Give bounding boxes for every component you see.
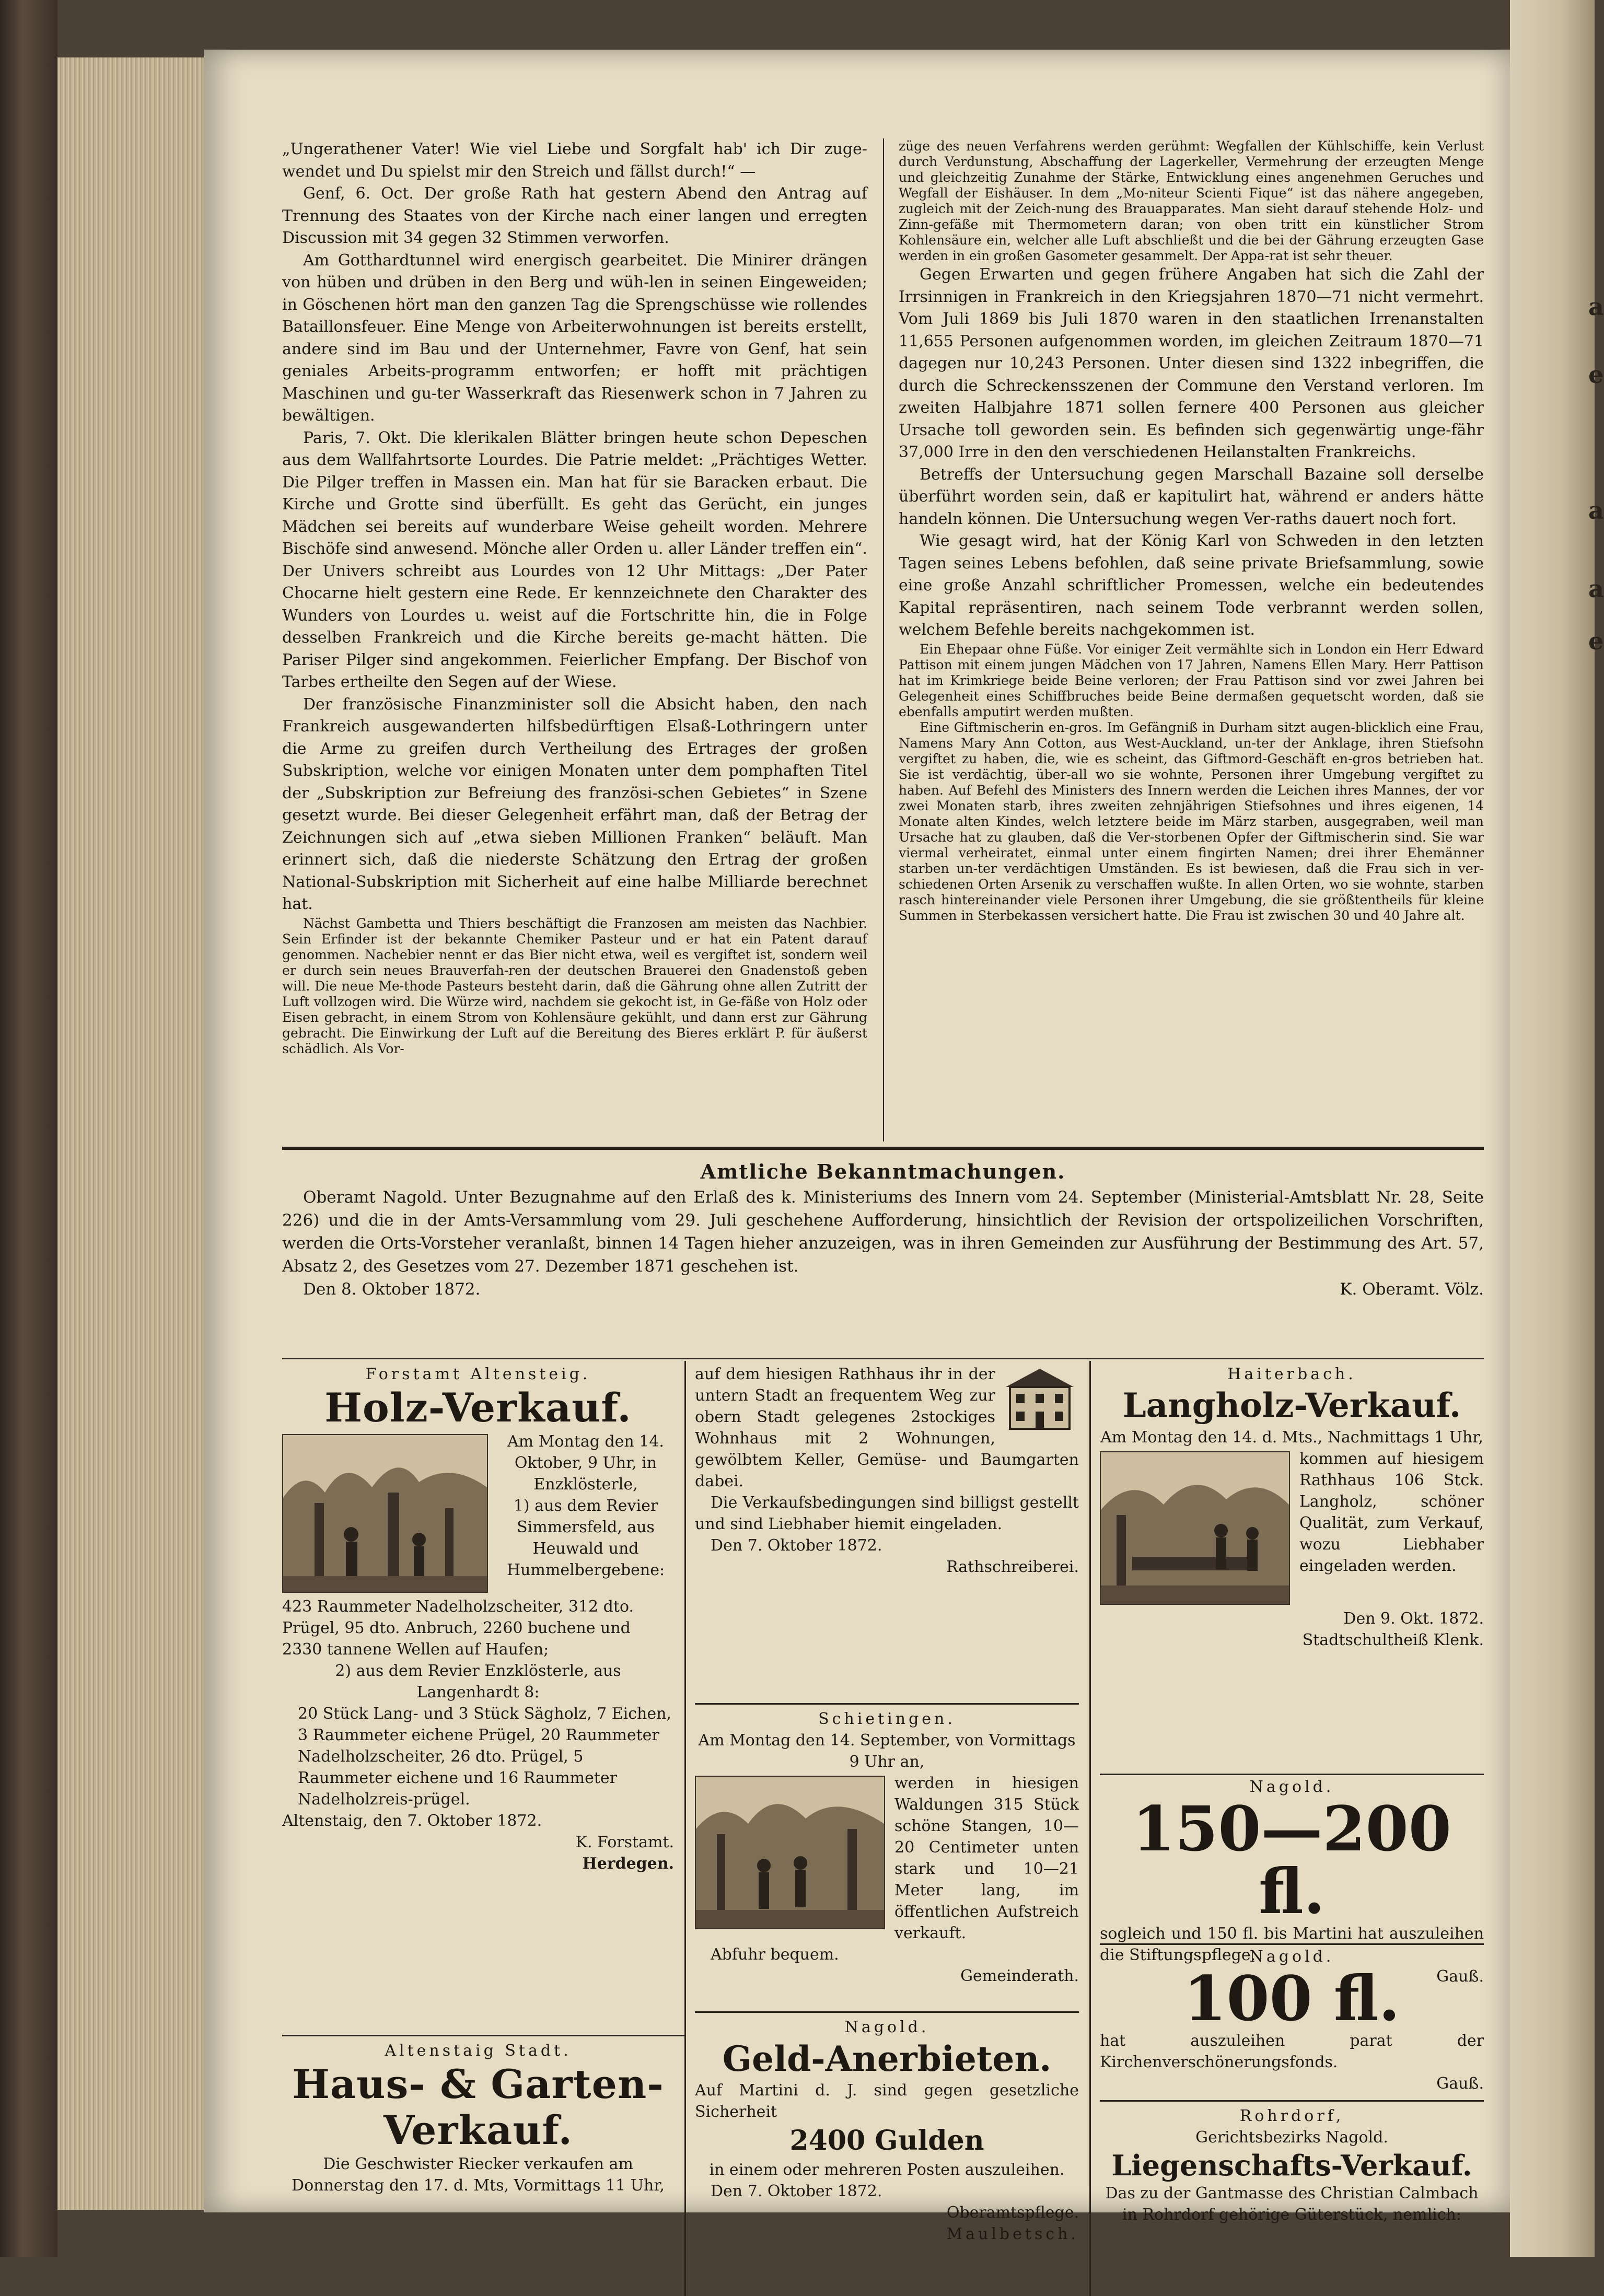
ad-wohnhaus — [695, 1363, 1079, 1578]
column-divider — [883, 138, 884, 1141]
ad-amount: 150—200 fl. — [1132, 1792, 1451, 1928]
ad-separator — [1100, 1774, 1484, 1775]
ad-divider-2 — [1089, 1361, 1091, 2296]
woodcut-timber-image — [1100, 1451, 1290, 1605]
notice-text: Oberamt Nagold. Unter Bezugnahme auf den Erlaß des k. Ministeriums des Innern vom 24. September (Ministerial-Amtsblatt Nr. 28, Seite 226) und die in der Amts-Versammlung vom 29. Juli geschehene Aufforderung, hinsichtlich der Revision der ortspolizeilichen Vorschriften, werden die Orts-Vorsteher veranlaßt, binnen 14 Tagen hieher anzuzeigen, was in ihren Gemeinden zur Ausführung der Bestimmung des Art. 57, Absatz 2, des Gesetzes vom 27. Dezember 1871 geschehen ist. — [282, 1188, 1484, 1276]
ad-text: kommen auf hiesigem Rathhaus 106 Stck. Langholz, schöner Qualität, zum Verkauf, wozu Liebhaber eingeladen werden. — [1299, 1450, 1484, 1575]
ad-text: Die Geschwister Riecker verkaufen am Donnerstag den 17. d. Mts, Vormittags 11 Uhr, — [292, 2155, 665, 2195]
article-paragraph: „Ungerathener Vater! Wie viel Liebe und Sorgfalt hab' ich Dir zuge-wendet und Du spielst mir den Streich und fällst durch!“ — — [282, 140, 867, 181]
ad-text: Am Montag den 14. Oktober, 9 Uhr, in Enzklösterle, — [507, 1432, 664, 1494]
facing-page-edge — [1510, 0, 1595, 2257]
ad-text: Am Montag den 14. September, von Vormittags 9 Uhr an, — [698, 1731, 1076, 1771]
ad-sign: Gauß. — [1436, 2074, 1484, 2093]
ad-sign: Gauß. — [1436, 1967, 1484, 1986]
ad-place: Nagold. — [844, 2018, 929, 2036]
official-notice — [282, 1186, 1484, 1301]
article-giftmischerin: Eine Giftmischerin en-gros. Im Gefängniß in Durham sitzt augen-blicklich eine Frau, Namens Mary Ann Cotton, aus West-Auckland, un-ter der Anklage, ihren Stiefsohn vergiftet zu haben, die, wie es scheint, das Giftmord-Geschäft en-gros betrieben hat. Sie ist verdächtig, über-all wo sie wohnte, Personen ihrer Umgebung vergiftet zu haben. Auf Befehl des Ministers des Innern werden die Leichen ihres Mannes, der vor zwei Monaten starb, ihres zweiten zehnjährigen Stiefsohnes und ihres eigenen, 14 Monate alten Kindes, welch letztere beide im März starben, ausgegraben, weil man Ursache hat zu glauben, daß die Ver-storbenen Opfer der Giftmischerin sind. Sie war viermal verheiratet, einmal unter einem fingirten Namen; drei ihrer Ehemänner starben un-ter verdächtigen Umständen. Es ist bewiesen, daß die Frau sich in ver-schiedenen Orten Arsenik zu verschaffen wußte. In allen Orten, wo sie wohnte, starben rasch hintereinander viele Personen ihrer Umgebung, die sie größtentheils für kleine Summen in Sterbekassen versichert hatte. Die Frau ist zwischen 30 und 40 Jahre alt. — [899, 719, 1484, 923]
ad-text: werden in hiesigen Waldungen 315 Stück schöne Stangen, 10—20 Centimeter unten stark und 10—21 Meter lang, im öffentlichen Aufstreich verkauft. — [894, 1774, 1079, 1942]
article-genf: Genf, 6. Oct. Der große Rath hat gestern Abend den Antrag auf Trennung des Staates von der Kirche nach einer langen und erregten Discussion mit 34 gegen 32 Stimmen verworfen. — [282, 184, 867, 247]
article-finanzminister: Der französische Finanzminister soll die Absicht haben, den nach Frankreich ausgewanderten hilfsbedürftigen Elsaß-Lothringern unter die Arme zu greifen durch Vertheilung des Ertrages der großen Subskription, welche vor einigen Monaten unter dem pomphaften Titel der „Subskription zur Befreiung des französi-schen Gebietes“ in Szene gesetzt wurde. Bei dieser Gelegenheit erfährt man, daß der Betrag der Zeichnungen sich auf „etwa sieben Millionen Franken“ beläuft. Man erinnert sich, daß die niederste Schätzung den Ertrag der großen National-Subskription mit Sicherheit auf eine halbe Milliarde berechnet hat. — [282, 695, 867, 913]
ad-sign: Stadtschultheiß Klenk. — [1302, 1631, 1484, 1649]
ad-sign-name: Herdegen. — [582, 1855, 674, 1873]
ad-sign: Oberamtspflege. — [946, 2204, 1079, 2222]
ad-text: 423 Raummeter Nadelholzscheiter, 312 dto. Prügel, 95 dto. Anbruch, 2260 buchene und 2330 tannene Wellen auf Haufen; — [282, 1598, 634, 1659]
ad-date: Altenstaig, den 7. Oktober 1872. — [282, 1812, 542, 1830]
ad-place: Schietingen. — [818, 1710, 956, 1728]
ad-place: Rohrdorf, — [1239, 2107, 1344, 2125]
ads-top-rule — [282, 1358, 1484, 1359]
ad-geld-anerbieten — [695, 2017, 1079, 2245]
ad-headline: Holz-Verkauf. — [324, 1384, 632, 1431]
ad-haus-garten — [282, 2040, 674, 2196]
ad-amount: 100 fl. — [1183, 1962, 1400, 2035]
facing-page-fragment: a — [1588, 575, 1604, 603]
facing-page-fragment: a — [1588, 496, 1604, 525]
ad-text: Die Verkaufsbedingungen sind billigst gestellt und sind Liebhaber hiemit eingeladen. — [695, 1494, 1079, 1533]
ad-text: 20 Stück Lang- und 3 Stück Sägholz, 7 Eichen, 3 Raummeter eichene Prügel, 20 Raummeter Nadelholzscheiter, 26 dto. Prügel, 5 Raummeter eichene und 16 Raummeter Nadelholzreis-prügel. — [298, 1705, 671, 1809]
ad-text: Auf Martini d. J. sind gegen gesetzliche Sicherheit — [695, 2081, 1079, 2121]
ad-headline: Haus- & Garten- — [292, 2061, 664, 2107]
ad-date: Den 9. Okt. 1872. — [1343, 1610, 1484, 1628]
notice-signature: K. Oberamt. Völz. — [1340, 1280, 1484, 1299]
ad-text: 1) aus dem Revier Simmersfeld, aus Heuwald und Hummelbergebene: — [506, 1497, 665, 1579]
ad-separator — [1100, 2100, 1484, 2102]
book-spine — [0, 0, 57, 2257]
article-irrsinnige: Gegen Erwarten und gegen frühere Angaben hat sich die Zahl der Irrsinnigen in Frankreich in den Kriegsjahren 1870—71 nicht vermehrt. Vom Juli 1869 bis Juli 1870 waren in den staatlichen Irrenanstalten 11,655 Personen aufgenommen worden, im gleichen Zeitraum 1870—71 dagegen nur 10,243 Personen. Unter diesen sind 1322 inbegriffen, die durch die Schreckensszenen der Commune den Verstand verloren. Im zweiten Halbjahre 1871 sollen fernere 400 Personen aus gleicher Ursache toll geworden sein. Es befinden sich gegenwärtig unge-fähr 37,000 Irre in den den verschiedenen Heilanstalten Frankreichs. — [899, 265, 1484, 461]
ad-text: hat auszuleihen parat der Kirchenverschönerungsfonds. — [1100, 2032, 1484, 2071]
ad-place: Nagold. — [1249, 1778, 1334, 1796]
ad-date: Den 7. Oktober 1872. — [711, 2182, 882, 2200]
article-koenig-karl: Wie gesagt wird, hat der König Karl von Schweden in den letzten Tagen seines Lebens befohlen, daß seine private Briefsammlung, sowie eine große Anzahl schriftlicher Promessen, welche ein bedeutendes Kapital repräsentiren, nach seinem Tode verbrannt werden sollen, welchem Befehle bereits nachgekommen ist. — [899, 532, 1484, 639]
ad-text: 2) aus dem Revier Enzklösterle, aus Langenhardt 8: — [335, 1662, 621, 1701]
ad-headline: Geld-Anerbieten. — [722, 2038, 1052, 2079]
page-edges — [57, 57, 204, 2210]
ad-text: auf dem hiesigen Rathhaus ihr in der untern Stadt an frequentem Weg zur obern Stadt gelegenes 2stockiges Wohnhaus mit 2 Wohnungen, gewölbtem Keller, Gemüse- und Baumgarten dabei. — [695, 1365, 1079, 1490]
section-rule — [282, 1147, 1484, 1150]
ad-schietingen — [695, 1708, 1079, 1987]
ad-sign: K. Forstamt. — [575, 1833, 674, 1851]
ad-separator — [282, 2035, 684, 2036]
ad-place: Altenstaig Stadt. — [385, 2042, 572, 2060]
ad-separator — [695, 2011, 1079, 2013]
woodcut-forest-image — [282, 1434, 488, 1593]
ad-divider-1 — [684, 1361, 686, 2296]
newspaper-page — [204, 50, 1510, 2243]
facing-page-fragment: e — [1588, 360, 1604, 389]
article-bazaine: Betreffs der Untersuchung gegen Marschall Bazaine soll derselbe überführt worden sein, daß er kapitulirt hat, während er anders hätte handeln können. Die Untersuchung wegen Ver-raths dauert noch fort. — [899, 465, 1484, 528]
article-nachbier-cont: züge des neuen Verfahrens werden gerühmt: Wegfallen der Kühlschiffe, kein Verlust durch Verdunstung, Abschaffung der Lagerkeller, Vermehrung der erzeugten Menge und gleichzeitig Zunahme der Stärke, Entwicklung eines angenehmen Geruches und Wegfall der Eishäuser. In dem „Mo-niteur Scienti Fique“ ist das nähere angegeben, zugleich mit der Zeich-nung des Brauapparates. Man sieht darauf stehende Holz- und Zinn-gefäße mit Thermometern daran; von oben tritt ein künstlicher Strom Kohlensäure ein, welcher alle Luft abschließt und die bei der Gährung erzeugten Gase werden in ein großen Gasometer gesammelt. Der Appa-rat ist sehr theuer. — [899, 138, 1484, 263]
ad-text: Das zu der Gantmasse des Christian Calmbach in Rohrdorf gehörige Güterstück, nemlich: — [1105, 2184, 1479, 2224]
woodcut-woodcutters-image — [695, 1776, 885, 1929]
ad-loan-100 — [1100, 1946, 1484, 2094]
article-ehepaar: Ein Ehepaar ohne Füße. Vor einiger Zeit vermählte sich in London ein Herr Edward Pattison mit einem jungen Mädchen von 17 Jahren, Namens Ellen Mary. Herr Pattison hat im Krimkriege beide Beine verloren; der Frau Pattison sind vor zwei Jahren bei Gelegenheit eines Schiffbruches beide Beine dermaßen gequetscht worden, daß sie ebenfalls amputirt werden mußten. — [899, 641, 1484, 719]
article-paris: Paris, 7. Okt. Die klerikalen Blätter bringen heute schon Depeschen aus dem Wallfahrtsorte Lourdes. Die Patrie meldet: „Prächtiges Wetter. Die Pilger treffen in Massen ein. Man hat für sie Baracken erbaut. Die Kirche und Grotte sind überfüllt. Es geht das Gerücht, ein junges Mädchen sei bereits auf wunderbare Weise geheilt worden. Mehrere Bischöfe sind anwesend. Mönche aller Orden u. aller Länder treffen ein“. Der Univers schreibt aus Lourdes von 12 Uhr Mittags: „Der Pater Chocarne hielt gestern eine Rede. Er kennzeichnete den Charakter des Wunders von Lourdes u. weist auf die Fortschritte hin, die in Folge desselben Frankreich und die Kirche bereits ge-macht hätten. Die Pariser Pilger sind angekommen. Feierlicher Empfang. Der Bischof von Tarbes ertheilte den Segen auf der Wiese. — [282, 428, 867, 691]
article-nachbier: Nächst Gambetta und Thiers beschäftigt die Franzosen am meisten das Nachbier. Sein Erfinder ist der bekannte Chemiker Pasteur und er hat ein Patent darauf genommen. Nachebier nennt er das Bier nicht etwa, weil es vergiftet ist, sondern weil er durch sein neues Brauverfah-ren der deutschen Brauerei den Gnadenstoß geben will. Die neue Me-thode Pasteurs besteht darin, daß die Gährung ohne allen Zutritt der Luft vollzogen wird. Die Würze wird, nachdem sie gekocht ist, in Ge-fäße von Holz oder Eisen gebracht, in einem Strom von Kohlensäure gekühlt, und dann erst zur Gährung gebracht. Die Einwirkung der Luft auf die Bereitung des Bieres erklärt P. für äußerst schädlich. Als Vor- — [282, 915, 867, 1056]
ad-sign-name: Maulbetsch. — [946, 2225, 1079, 2243]
house-image — [1001, 1363, 1079, 1431]
ad-headline: Verkauf. — [383, 2107, 573, 2153]
notice-date: Den 8. Oktober 1872. — [303, 1280, 481, 1299]
ad-place: Forstamt Altensteig. — [365, 1365, 591, 1383]
column-left — [282, 138, 867, 1057]
ad-headline: Liegenschafts-Verkauf. — [1111, 2149, 1472, 2182]
ad-text: Abfuhr bequem. — [711, 1945, 839, 1964]
ad-text: Am Montag den 14. d. Mts., Nachmittags 1 Uhr, — [1100, 1428, 1483, 1447]
ad-text: sogleich und 150 fl. bis Martini hat auszuleihen die Stiftungspflege. — [1100, 1925, 1484, 1964]
ad-place: Nagold. — [1249, 1948, 1334, 1966]
ad-rohrdorf — [1100, 2105, 1484, 2225]
column-right — [899, 138, 1484, 924]
article-gotthard: Am Gotthardtunnel wird energisch gearbeitet. Die Minirer drängen von hüben und drüben in den Berg und wüh-len in seinen Eingeweiden; in Göschenen hört man den ganzen Tag die Sprengschüsse wie rollendes Bataillonsfeuer. Eine Menge von Arbeiterwohnungen ist bereits erstellt, andere sind im Bau und der Unternehmer, Favre von Genf, hat sein geniales Arbeits-programm entworfen; er hofft mit prächtigen Maschinen und gu-ter Wasserkraft das Riesenwerk schon in 7 Jahren zu bewältigen. — [282, 251, 867, 425]
ad-text: in einem oder mehreren Posten auszuleihen. — [709, 2161, 1065, 2179]
ad-langholz-verkauf — [1100, 1363, 1484, 1651]
ad-headline: Langholz-Verkauf. — [1122, 1386, 1461, 1425]
ad-separator — [1100, 1943, 1484, 1945]
ad-sign: Rathschreiberei. — [946, 1558, 1079, 1576]
ad-amount: 2400 Gulden — [789, 2125, 984, 2157]
ad-sign: Gemeinderath. — [960, 1967, 1079, 1985]
ad-place: Haiterbach. — [1227, 1365, 1356, 1383]
ad-date: Den 7. Oktober 1872. — [711, 1536, 882, 1555]
ad-subplace: Gerichtsbezirks Nagold. — [1195, 2128, 1388, 2147]
facing-page-fragment: a — [1588, 293, 1604, 321]
ad-holz-verkauf — [282, 1363, 674, 1874]
facing-page-fragment: e — [1588, 627, 1604, 655]
ad-separator — [695, 1703, 1079, 1705]
section-title: Amtliche Bekanntmachungen. — [700, 1160, 1066, 1183]
notice-signature-row — [282, 1278, 1484, 1301]
